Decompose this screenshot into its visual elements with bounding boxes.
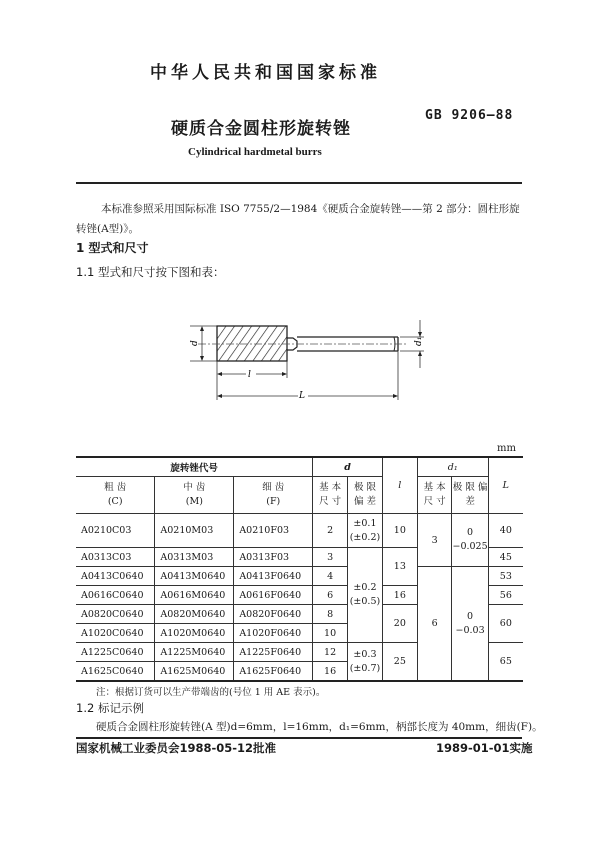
table-row: A1020C0640 A1020M0640 A1020F0640 10: [76, 624, 523, 643]
d-header: d: [313, 457, 383, 477]
d-tolerance: ±0.2 (±0.5): [347, 548, 382, 643]
table-row: A0413C0640 A0413M0640 A0413F0640 4 6 0 −0.03 53: [76, 567, 523, 586]
implementation-date: 1989-01-01实施: [436, 741, 533, 755]
unit-label: mm: [497, 443, 516, 454]
section-1-1-heading: 1.1 型式和尺寸按下图和表：: [76, 265, 225, 279]
coarse-header: 粗 齿 (C): [76, 477, 155, 514]
standard-body-heading: 中华人民共和国国家标准: [150, 63, 381, 83]
L-label: L: [299, 391, 305, 401]
table-row: A0210C03 A0210M03 A0210F03 2 ±0.1 (±0.2) 10 3 0 −0.025 40: [76, 514, 523, 548]
table-row: A1225C0640 A1225M0640 A1225F0640 12 ±0.3 (±0.7) 25 65: [76, 643, 523, 662]
approval-info: 国家机械工业委员会1988-05-12批准: [76, 741, 277, 755]
d1-label: d₁: [414, 336, 424, 346]
marking-example: 硬质合金圆柱形旋转锉(A 型)d=6mm，l=16mm，d₁=6mm，柄部长度为 40mm，细齿(F)。: [96, 721, 543, 733]
document-title-cn: 硬质合金圆柱形旋转锉: [171, 119, 351, 139]
L-header: L: [488, 457, 523, 514]
d1-tolerance: 0 −0.025: [452, 514, 488, 567]
standard-code: GB 9206—88: [425, 108, 514, 123]
d1-limit-dev-header: 极 限 偏 差: [452, 477, 488, 514]
l-header: l: [382, 457, 417, 514]
d-basic-size-header: 基 本 尺 寸: [313, 477, 348, 514]
code-group-header: 旋转锉代号: [76, 457, 313, 477]
d-tolerance: ±0.1 (±0.2): [347, 514, 382, 548]
fine-header: 细 齿 (F): [234, 477, 313, 514]
d1-header: d₁: [417, 457, 488, 477]
d-label: d: [190, 340, 200, 346]
intro-paragraph: 本标准参照采用国际标准 ISO 7755/2—1984《硬质合金旋转锉——第 2 部分：圆柱形旋转锉(A型)》。: [76, 203, 520, 235]
d-tolerance: ±0.3 (±0.7): [347, 643, 382, 682]
medium-header: 中 齿 (M): [155, 477, 234, 514]
d1-basic-size-header: 基 本 尺 寸: [417, 477, 452, 514]
dimension-table: [76, 456, 523, 682]
table-note: 注：根据订货可以生产带端齿的(号位 1 用 AE 表示)。: [96, 687, 326, 698]
table-row: A0820C0640 A0820M0640 A0820F0640 8 20 60: [76, 605, 523, 624]
d1-tolerance: 0 −0.03: [452, 567, 488, 682]
top-divider: [76, 182, 522, 184]
burr-drawing: [180, 318, 440, 418]
table-row: A0313C03 A0313M03 A0313F03 3 ±0.2 (±0.5) 13 45: [76, 548, 523, 567]
section-1-heading: 1 型式和尺寸: [76, 241, 149, 255]
d-limit-dev-header: 极 限 偏 差: [347, 477, 382, 514]
document-title-en: Cylindrical hardmetal burrs: [188, 146, 322, 158]
bottom-divider: [76, 737, 522, 739]
table-row: A1625C0640 A1625M0640 A1625F0640 16: [76, 662, 523, 682]
section-1-2-heading: 1.2 标记示例: [76, 701, 144, 715]
l-label: l: [248, 370, 251, 380]
table-row: A0616C0640 A0616M0640 A0616F0640 6 16 56: [76, 586, 523, 605]
